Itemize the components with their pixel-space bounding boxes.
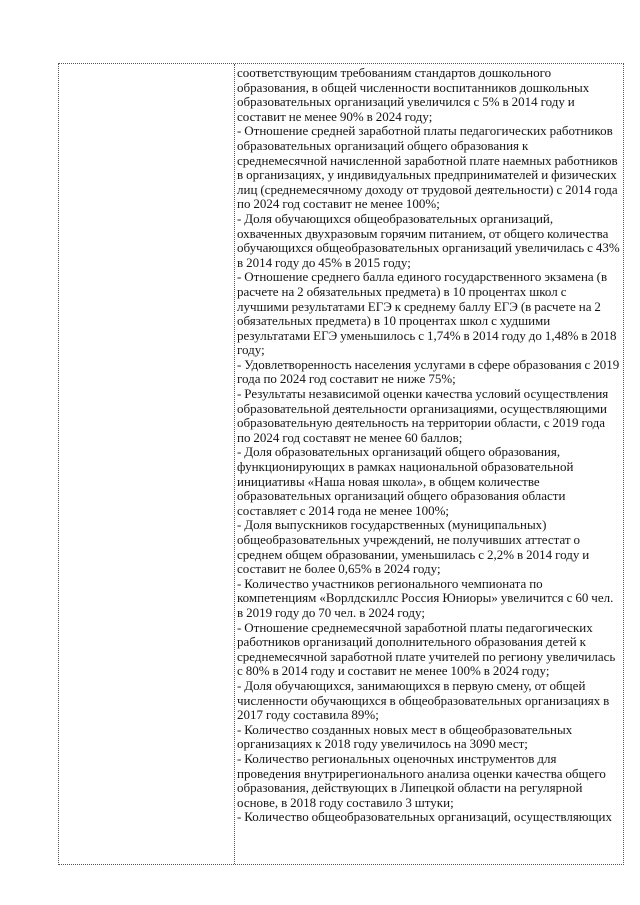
paragraph: - Удовлетворенность населения услугами в сфере образования с 2019 года по 2024 год составит не ниже 75%; — [237, 356, 620, 387]
paragraph: - Отношение среднемесячной заработной платы педагогических работников организаций дополнительного образования детей к среднемесячной заработной плате учителей по региону увеличилась с 80% в 2014 году и составит не менее 100% в 2024 году; — [237, 619, 616, 679]
table-left-column — [59, 64, 235, 864]
indicator-table — [58, 63, 624, 865]
paragraph: соответствующим требованиям стандартов дошкольного образования, в общей численности воспитанников дошкольных образовательных организаций увеличился с 5% в 2014 году и составит не менее 90% в 2024 году; — [237, 65, 590, 124]
paragraph: - Количество общеобразовательных организаций, осуществляющих — [237, 809, 612, 825]
paragraph: - Отношение средней заработной платы педагогических работников образовательных организаций общего образования к среднемесячной начисленной заработной плате наемных работников в организациях, у индивидуальных предпринимателей и физических лиц (среднемесячному доходу от трудовой деятельности) с 2014 года по 2024 год составит не менее 100%; — [237, 123, 618, 212]
paragraph: - Количество созданных новых мест в общеобразовательных организациях к 2018 году увеличилось на 3090 мест; — [237, 721, 573, 752]
paragraph: - Доля выпускников государственных (муниципальных) общеобразовательных учреждений, не получивших аттестат о среднем общем образовании, уменьшилась с 2,2% в 2014 году и составит не более 0,65% в 2024 году; — [237, 517, 590, 577]
paragraph: - Количество участников регионального чемпионата по компетенциям «Ворлдскиллс Россия Юниоры» увеличится с 60 чел. в 2019 году до 70 чел. в 2024 году; — [237, 575, 614, 620]
paragraph: - Результаты независимой оценки качества условий осуществления образовательной деятельности организациями, осуществляющими образовательную деятельность на территории области, с 2019 года по 2024 год составят не менее 60 баллов; — [237, 386, 609, 445]
paragraph: - Количество региональных оценочных инструментов для проведения внутрирегионального анализа оценки качества общего образования, действующих в Липецкой области на регулярной основе, в 2018 году составило 3 штуки; — [237, 750, 606, 810]
table-right-column — [235, 64, 623, 864]
paragraph: - Отношение среднего балла единого государственного экзамена (в расчете на 2 обязательных предмета) в 10 процентах школ с лучшими результатами ЕГЭ к среднему баллу ЕГЭ (в расчете на 2 обязательных предмета) в 10 процентах школ с худшими результатами ЕГЭ уменьшилось с 1,74% в 2014 году до 1,48% в 2018 году; — [237, 269, 617, 358]
paragraph: - Доля образовательных организаций общего образования, функционирующих в рамках национальной образовательной инициативы «Наша новая школа», в общем количестве образовательных организаций общего образования области составляет с 2014 года не менее 100%; — [237, 444, 574, 518]
paragraph: - Доля обучающихся, занимающихся в первую смену, от общей численности обучающихся в общеобразовательных организациях в 2017 году составила 89%; — [237, 677, 610, 723]
paragraph: - Доля обучающихся общеобразовательных организаций, охваченных двухразовым горячим питанием, от общего количества обучающихся общеобразовательных организаций увеличилась с 43% в 2014 году до 45% в 2015 году; — [237, 210, 620, 270]
